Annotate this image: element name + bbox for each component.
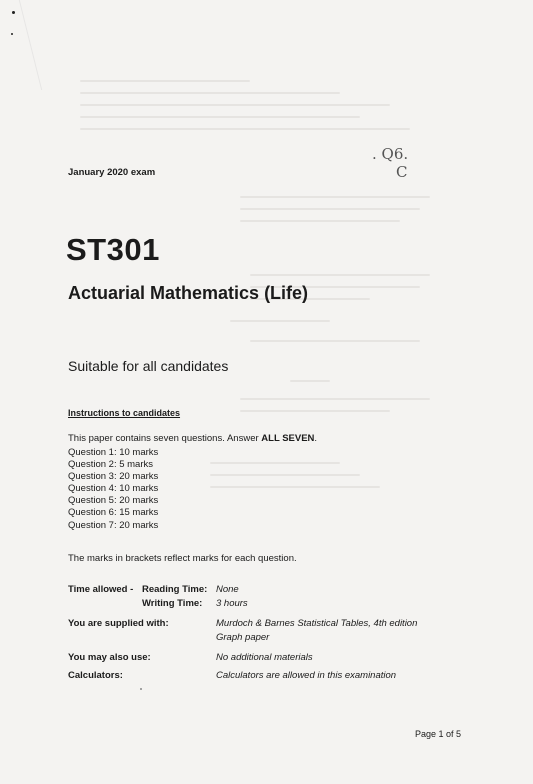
- instructions-intro: [68, 433, 317, 444]
- list-item: Question 7: 20 marks: [68, 519, 159, 531]
- scan-mark: [140, 688, 142, 690]
- handwritten-note: C: [396, 163, 408, 181]
- reading-time-label: Reading Time:: [142, 584, 208, 595]
- intro-emphasis: ALL SEVEN: [261, 433, 315, 444]
- paper-edge: [0, 0, 42, 90]
- intro-suffix: .: [314, 433, 318, 444]
- list-item: Question 5: 20 marks: [68, 495, 159, 507]
- scan-mark: [11, 33, 13, 35]
- list-item: Question 3: 20 marks: [68, 471, 159, 483]
- course-code: ST301: [66, 232, 160, 267]
- list-item: Question 6: 15 marks: [68, 507, 159, 519]
- page-number: Page 1 of 5: [415, 729, 462, 739]
- list-item: Question 2: 5 marks: [68, 459, 154, 471]
- supplied-value: Graph paper: [216, 632, 270, 643]
- list-item: Question 4: 10 marks: [68, 483, 159, 495]
- writing-time-value: 3 hours: [216, 598, 248, 609]
- handwritten-note: . Q6.: [372, 145, 409, 163]
- instructions-heading: Instructions to candidates: [68, 408, 181, 418]
- suitability-note: Suitable for all candidates: [68, 358, 229, 374]
- supplied-label: You are supplied with:: [68, 618, 169, 629]
- question-marks-list: [68, 447, 158, 532]
- also-use-value: No additional materials: [216, 652, 313, 663]
- calculators-label: Calculators:: [68, 670, 123, 681]
- scan-mark: [12, 11, 15, 14]
- supplied-value: Murdoch & Barnes Statistical Tables, 4th edition: [216, 618, 418, 629]
- writing-time-label: Writing Time:: [142, 598, 203, 609]
- list-item: Question 1: 10 marks: [68, 447, 159, 458]
- intro-text: This paper contains seven questions. Answer: [68, 433, 262, 444]
- also-use-label: You may also use:: [68, 652, 151, 663]
- time-allowed-label: Time allowed -: [68, 584, 134, 595]
- course-title: Actuarial Mathematics (Life): [68, 283, 309, 303]
- reading-time-value: None: [216, 584, 239, 595]
- calculators-value: Calculators are allowed in this examination: [216, 670, 397, 681]
- marks-note: The marks in brackets reflect marks for each question.: [68, 553, 297, 564]
- exam-date: January 2020 exam: [68, 167, 156, 178]
